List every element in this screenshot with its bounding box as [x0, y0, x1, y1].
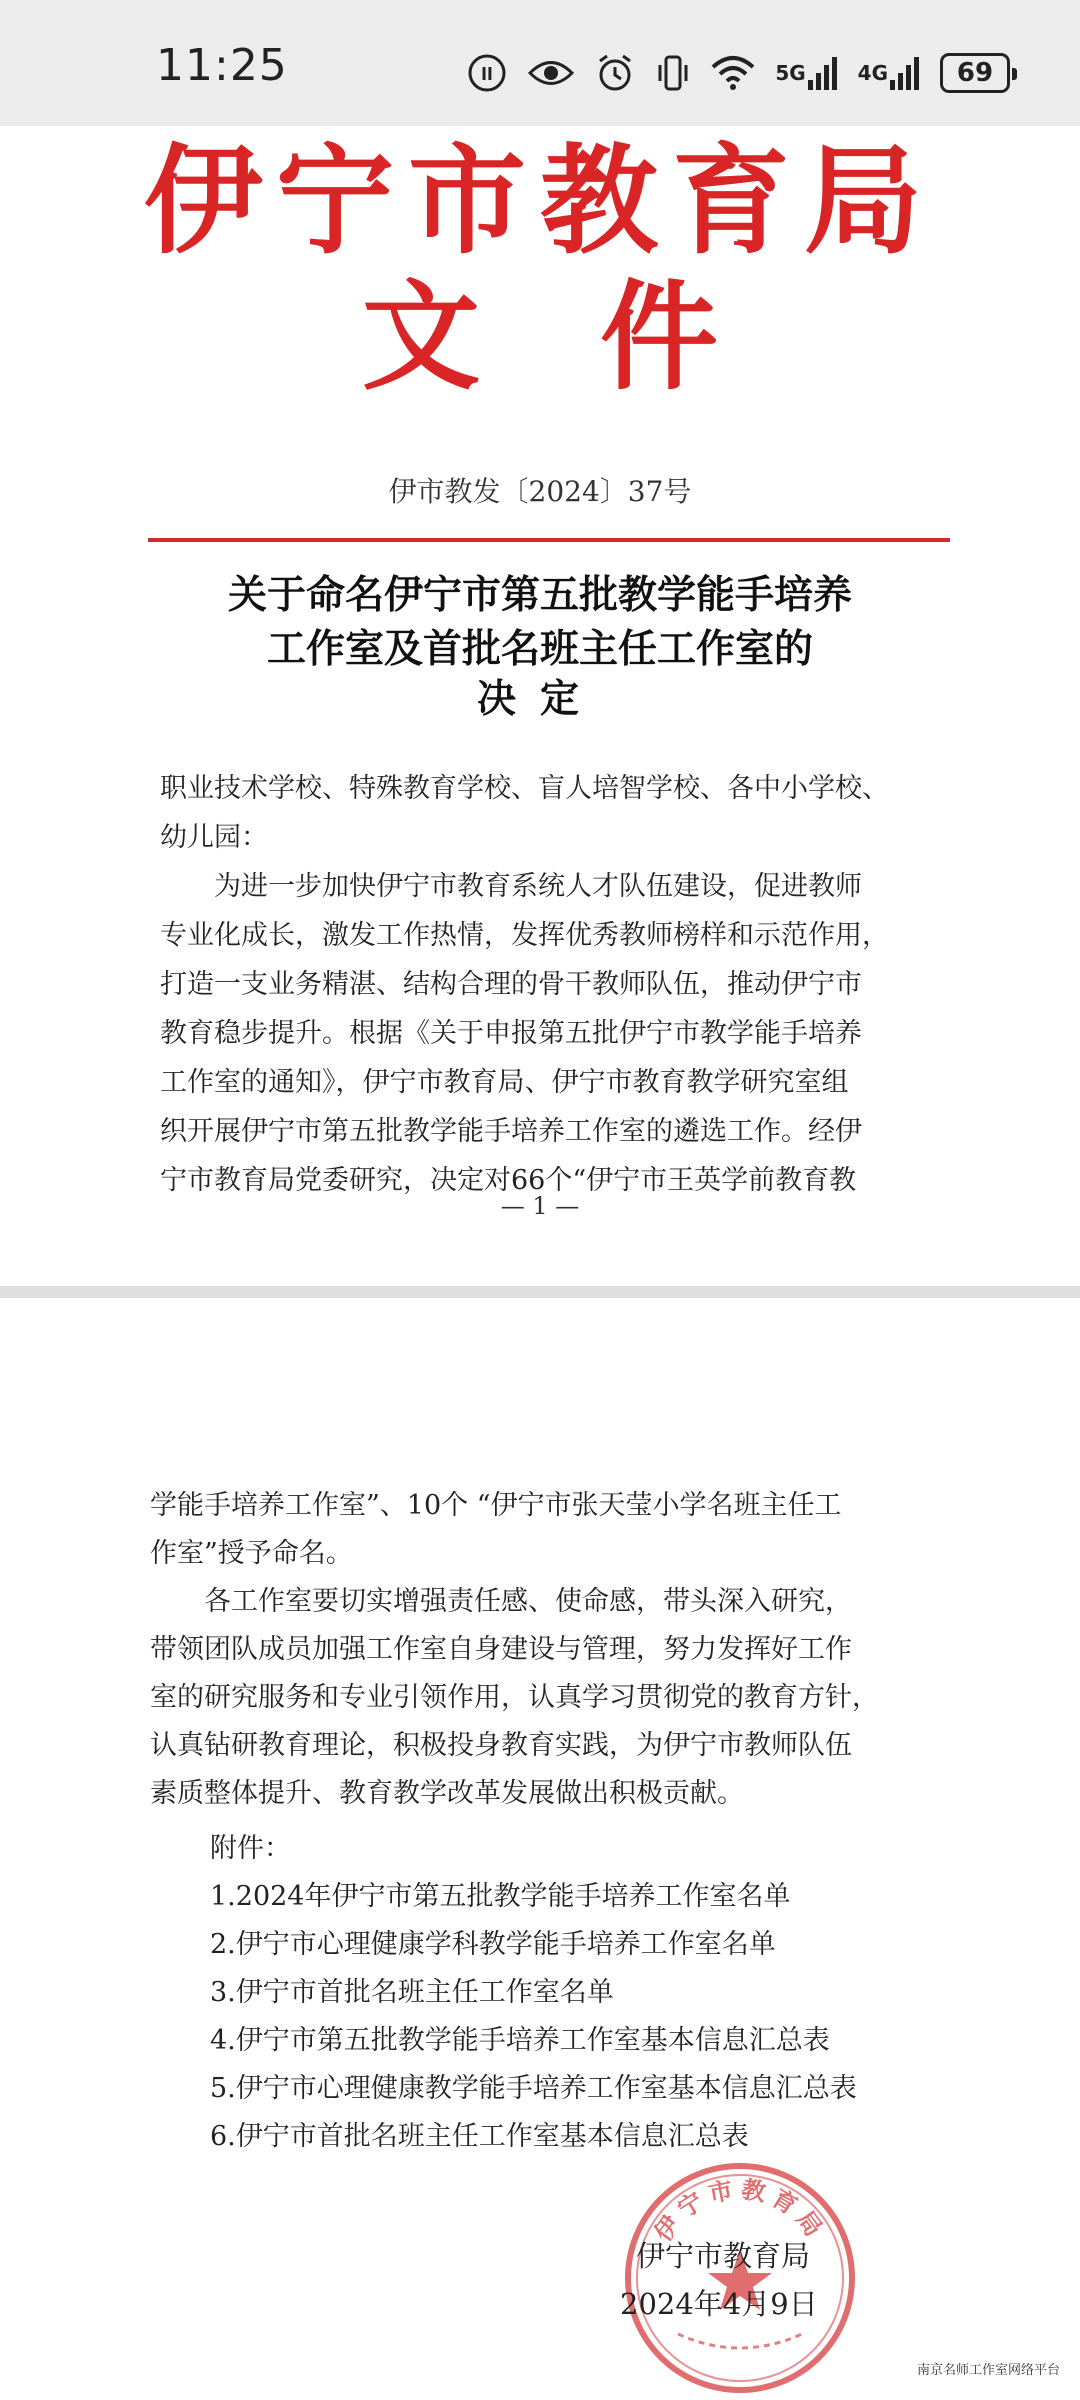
- page-divider: [0, 1286, 1080, 1298]
- eye-icon: [527, 51, 575, 95]
- document-header-org: 伊宁市教育局: [143, 131, 936, 270]
- svg-text:ll: ll: [481, 65, 494, 85]
- wifi-icon: [711, 51, 755, 95]
- official-seal: [620, 2158, 860, 2398]
- document-header-wen: 文件: [361, 267, 838, 406]
- paragraph-line: 专业化成长，激发工作热情，发挥优秀教师榜样和示范作用，: [160, 920, 889, 951]
- hd-icon: [467, 51, 507, 95]
- paragraph-line: 织开展伊宁市第五批教学能手培养工作室的遴选工作。经伊: [160, 1116, 862, 1147]
- paragraph-line: 教育稳步提升。根据《关于申报第五批伊宁市教学能手培养: [160, 1018, 862, 1049]
- paragraph-line: 带领团队成员加强工作室自身建设与管理，努力发挥好工作: [150, 1634, 852, 1665]
- paragraph-line: 素质整体提升、教育教学改革发展做出积极贡献。: [150, 1778, 744, 1809]
- network-5g-label: 5G: [775, 61, 806, 85]
- recipients-block: [160, 764, 940, 862]
- attachments-label: 附件：: [210, 1833, 291, 1864]
- network-4g-label: 4G: [857, 61, 888, 85]
- attachment-item: 3.伊宁市首批名班主任工作室名单: [210, 1977, 614, 2008]
- paragraph-line: 工作室的通知》，伊宁市教育局、伊宁市教育教学研究室组: [160, 1067, 849, 1098]
- page-number: — 1 —: [500, 1192, 580, 1220]
- document-number: 伊市教发〔2024〕37号: [388, 475, 692, 508]
- paragraph-line: 宁市教育局党委研究，决定对66个“伊宁市王英学前教育教: [160, 1165, 857, 1196]
- paragraph-line: 认真钻研教育理论，积极投身教育实践，为伊宁市教师队伍: [150, 1730, 852, 1761]
- attachment-item: 6.伊宁市首批名班主任工作室基本信息汇总表: [210, 2121, 749, 2152]
- paragraph-2: [150, 1482, 970, 1818]
- document-title-line-2: 工作室及首批名班主任工作室的: [266, 626, 813, 672]
- red-divider-line: [148, 538, 950, 542]
- attachment-item: 1.2024年伊宁市第五批教学能手培养工作室名单: [210, 1881, 791, 1912]
- seal-text: 伊宁市教育局: [648, 2174, 832, 2247]
- attachment-item: 4.伊宁市第五批教学能手培养工作室基本信息汇总表: [210, 2025, 830, 2056]
- document-page-1: [0, 126, 1080, 1286]
- alarm-icon: [595, 51, 635, 95]
- watermark-text: 南京名师工作室网络平台: [916, 2363, 1060, 2378]
- document-title-line-3: 决定: [476, 676, 603, 722]
- signature-org: 伊宁市教育局: [636, 2239, 811, 2273]
- vibrate-icon: [655, 51, 691, 95]
- paragraph-line: 为进一步加快伊宁市教育系统人才队伍建设，促进教师: [160, 871, 862, 902]
- paragraph-line: 作室”授予命名。: [150, 1538, 353, 1569]
- status-icons: [467, 48, 1010, 98]
- signal-icon: [858, 51, 920, 95]
- paragraph-line: 打造一支业务精湛、结构合理的骨干教师队伍，推动伊宁市: [160, 969, 862, 1000]
- attachment-item: 2.伊宁市心理健康学科教学能手培养工作室名单: [210, 1929, 776, 1960]
- paragraph-line: 学能手培养工作室”、10个 “伊宁市张天莹小学名班主任工: [150, 1490, 842, 1521]
- signature-date: 2024年4月9日: [620, 2287, 818, 2321]
- signal-icon: [775, 51, 837, 95]
- battery-icon: 69: [940, 53, 1010, 93]
- paragraph-line: 室的研究服务和专业引领作用，认真学习贯彻党的教育方针，: [150, 1682, 879, 1713]
- recipients-line: 职业技术学校、特殊教育学校、盲人培智学校、各中小学校、: [160, 773, 889, 804]
- recipients-line: 幼儿园：: [160, 822, 268, 853]
- status-time: 11:25: [156, 40, 288, 91]
- paragraph-1: [160, 862, 940, 1205]
- status-bar: [0, 0, 1080, 126]
- attachment-item: 5.伊宁市心理健康教学能手培养工作室基本信息汇总表: [210, 2073, 857, 2104]
- paragraph-line: 各工作室要切实增强责任感、使命感，带头深入研究，: [150, 1586, 852, 1617]
- document-title-line-1: 关于命名伊宁市第五批教学能手培养: [227, 572, 852, 618]
